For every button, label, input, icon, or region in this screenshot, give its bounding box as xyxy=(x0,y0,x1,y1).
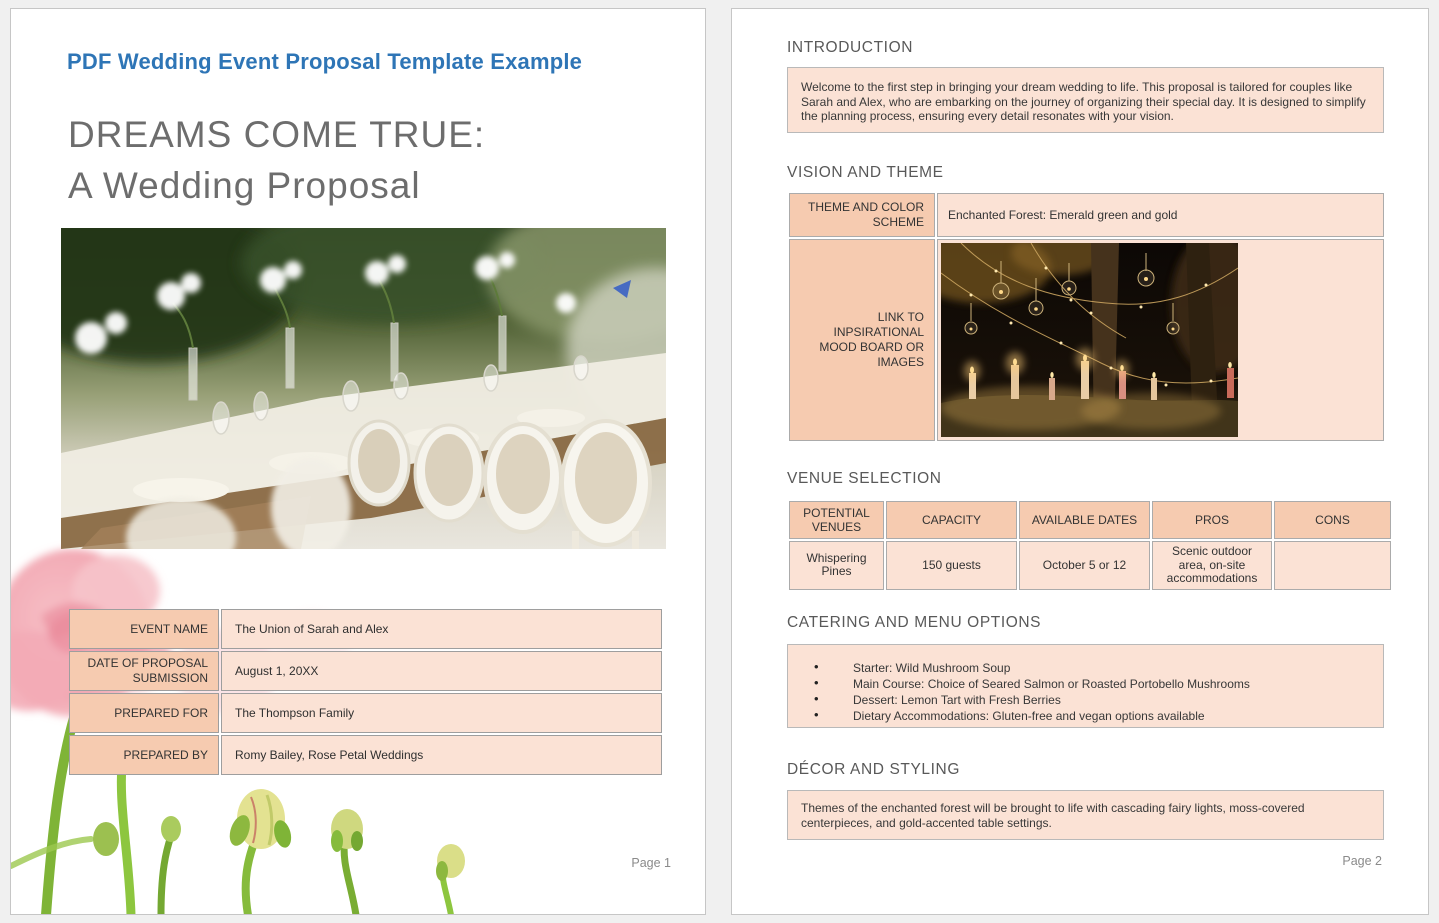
venue-cell xyxy=(1274,541,1391,590)
list-item: • Main Course: Choice of Seared Salmon or Roasted Portobello Mushrooms xyxy=(801,677,1370,692)
catering-menu-box xyxy=(787,644,1384,728)
column-header: CAPACITY xyxy=(886,501,1017,539)
introduction-text-box: Welcome to the first step in bringing your dream wedding to life. This proposal is tailored for couples like Sarah and Alex, who are embarking on the journey of organizing their special day. It is designed to simplify the planning process, ensuring every detail resonates with your vision. xyxy=(787,67,1384,133)
page-2 xyxy=(731,8,1429,915)
page-title-line-1: DREAMS COME TRUE: xyxy=(68,114,486,155)
vision-label: LINK TO INPSIRATIONAL MOOD BOARD OR IMAGES xyxy=(789,239,935,441)
section-heading-catering: CATERING AND MENU OPTIONS xyxy=(787,614,1042,631)
section-heading-introduction: INTRODUCTION xyxy=(787,39,914,56)
table-header-row xyxy=(789,501,1391,539)
detail-label: EVENT NAME xyxy=(69,609,219,649)
list-item: • Starter: Wild Mushroom Soup xyxy=(801,661,1370,676)
list-item: • Dietary Accommodations: Gluten-free and vegan options available xyxy=(801,709,1370,724)
column-header: AVAILABLE DATES xyxy=(1019,501,1150,539)
section-heading-decor: DÉCOR AND STYLING xyxy=(787,761,960,778)
section-heading-vision-and-theme: VISION AND THEME xyxy=(787,164,944,181)
detail-label: PREPARED FOR xyxy=(69,693,219,733)
venue-cell: Scenic outdoor area, on-site accommodations xyxy=(1152,541,1272,590)
detail-value: The Thompson Family xyxy=(221,693,662,733)
page-number: Page 2 xyxy=(1342,854,1382,868)
vision-label: THEME AND COLOR SCHEME xyxy=(789,193,935,237)
mood-board-photo xyxy=(941,243,1238,437)
detail-value: Romy Bailey, Rose Petal Weddings xyxy=(221,735,662,775)
detail-label: DATE OF PROPOSAL SUBMISSION xyxy=(69,651,219,691)
page-title xyxy=(68,109,485,211)
table-row xyxy=(69,609,662,649)
table-row xyxy=(69,651,662,691)
detail-label: PREPARED BY xyxy=(69,735,219,775)
venue-cell: October 5 or 12 xyxy=(1019,541,1150,590)
table-row xyxy=(789,193,1384,237)
column-header: POTENTIAL VENUES xyxy=(789,501,884,539)
page-title-line-2: A Wedding Proposal xyxy=(68,165,421,206)
vision-theme-table xyxy=(787,191,1386,443)
template-title: PDF Wedding Event Proposal Template Example xyxy=(67,49,583,74)
section-heading-venue-selection: VENUE SELECTION xyxy=(787,470,942,487)
column-header: CONS xyxy=(1274,501,1391,539)
wedding-table-photo xyxy=(61,228,666,549)
menu-list xyxy=(801,661,1370,724)
table-row xyxy=(69,735,662,775)
table-row xyxy=(789,541,1391,590)
table-row xyxy=(69,693,662,733)
detail-value: The Union of Sarah and Alex xyxy=(221,609,662,649)
decor-text-box: Themes of the enchanted forest will be brought to life with cascading fairy lights, moss-covered centerpieces, and gold-accented table settings. xyxy=(787,790,1384,840)
list-item: • Dessert: Lemon Tart with Fresh Berries xyxy=(801,693,1370,708)
venue-selection-table xyxy=(787,499,1393,592)
venue-cell: Whispering Pines xyxy=(789,541,884,590)
column-header: PROS xyxy=(1152,501,1272,539)
page-number: Page 1 xyxy=(631,856,671,870)
mood-board-cell xyxy=(937,239,1384,441)
venue-cell: 150 guests xyxy=(886,541,1017,590)
vision-value: Enchanted Forest: Emerald green and gold xyxy=(937,193,1384,237)
page-1 xyxy=(10,8,706,915)
event-details-table xyxy=(67,607,664,777)
table-row xyxy=(789,239,1384,441)
detail-value: August 1, 20XX xyxy=(221,651,662,691)
